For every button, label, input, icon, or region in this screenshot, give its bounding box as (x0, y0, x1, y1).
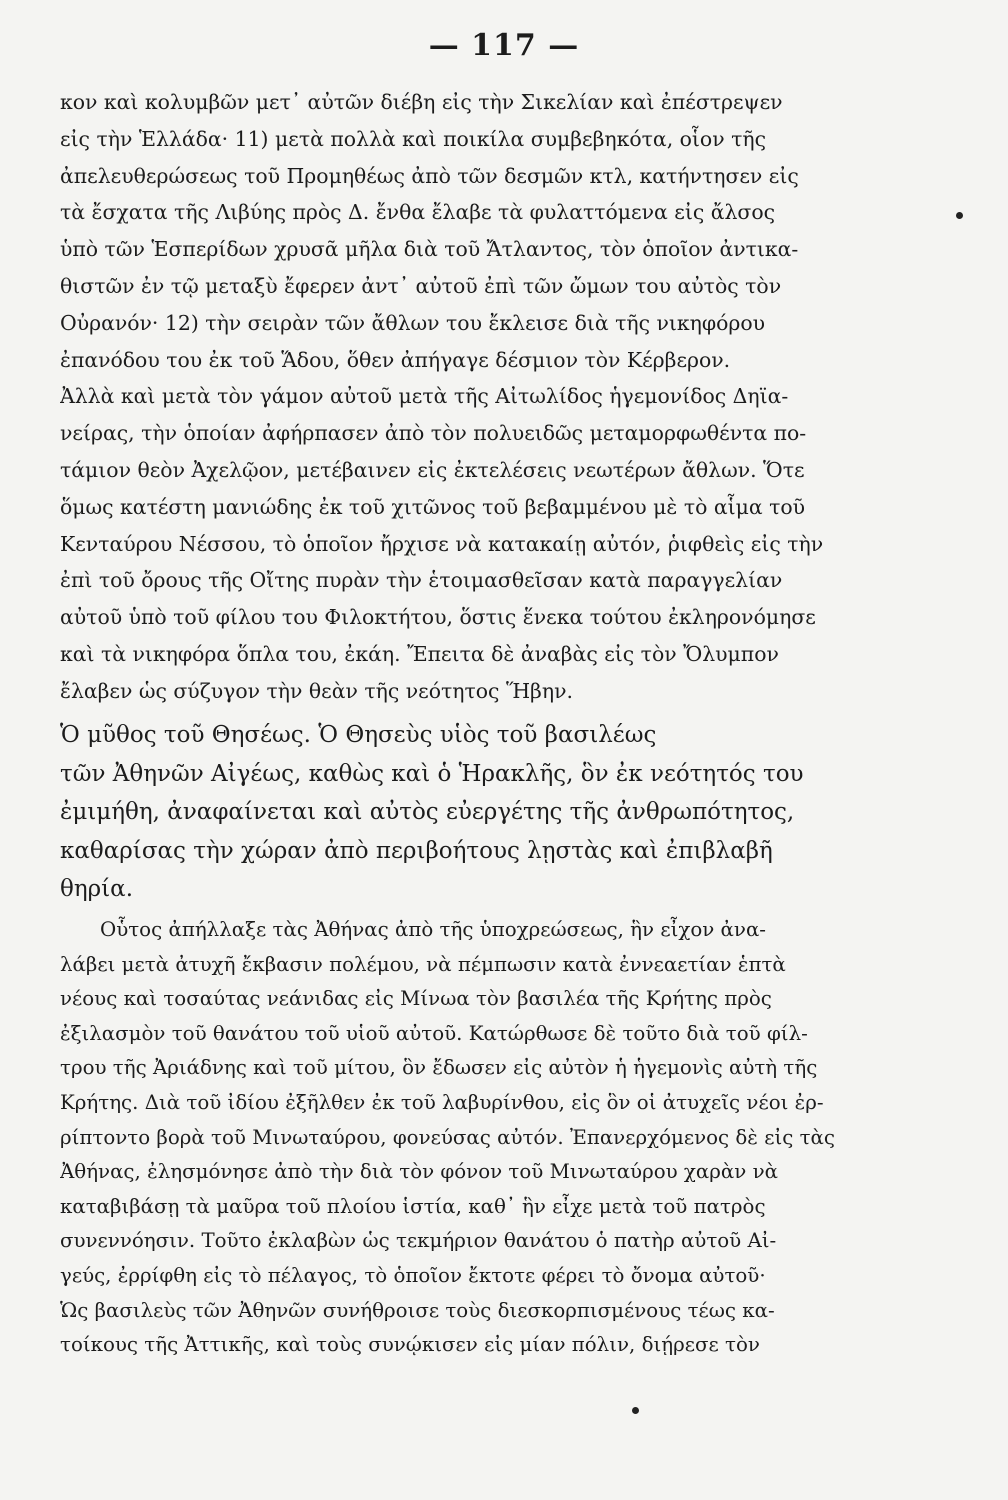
text-line: τρου τῆς Ἀριάδνης καὶ τοῦ μίτου, ὃν ἔδωσεν εἰς αὐτὸν ἡ ἡγεμονὶς αὐτὴ τῆς (60, 1056, 818, 1080)
text-line: Ἀθήνας, ἐλησμόνησε ἀπὸ τὴν διὰ τὸν φόνον τοῦ Μινωταύρου χαρὰν νὰ (60, 1160, 778, 1184)
text-line: ὅμως κατέστη μανιώδης ἐκ τοῦ χιτῶνος τοῦ βεβαμμένου μὲ τὸ αἷμα τοῦ (60, 494, 806, 519)
text-line: αὐτοῦ ὑπὸ τοῦ φίλου του Φιλοκτήτου, ὅστις ἕνεκα τούτου ἐκληρονόμησε (60, 605, 816, 630)
text-line: τῶν Ἀθηνῶν Αἰγέως, καθὼς καὶ ὁ Ἡρακλῆς, ὃν ἐκ νεότητός του (60, 760, 804, 787)
ink-speck (956, 212, 963, 219)
text-line: εἰς τὴν Ἑλλάδα· 11) μετὰ πολλὰ καὶ ποικίλα συμβεβηκότα, οἷον τῆς (60, 126, 766, 151)
text-line-content: Οὗτος ἀπήλλαξε τὰς Ἀθήνας ἀπὸ τῆς ὑποχρεώσεως, ἣν εἶχον ἀνα- (100, 918, 766, 941)
text-line: κον καὶ κολυμβῶν μετ᾽ αὐτῶν διέβη εἰς τὴν Σικελίαν καὶ ἐπέστρεψεν (60, 90, 783, 114)
text-line (60, 913, 945, 948)
text-line: καθαρίσας τὴν χώραν ἀπὸ περιβοήτους λῃστὰς καὶ ἐπιβλαβῆ (60, 837, 773, 864)
text-line: ὑπὸ τῶν Ἑσπερίδων χρυσᾶ μῆλα διὰ τοῦ Ἄτλαντος, τὸν ὁποῖον ἀντικα- (60, 237, 799, 262)
ink-speck (632, 1407, 639, 1414)
text-line: καὶ τὰ νικηφόρα ὅπλα του, ἐκάη. Ἔπειτα δὲ ἀναβὰς εἰς τὸν Ὄλυμπον (60, 641, 779, 666)
text-line: τὰ ἔσχατα τῆς Λιβύης πρὸς Δ. ἔνθα ἔλαβε τὰ φυλαττόμενα εἰς ἄλσος (60, 200, 776, 225)
text-line: ἐπὶ τοῦ ὄρους τῆς Οἴτης πυρὰν τὴν ἑτοιμασθεῖσαν κατὰ παραγγελίαν (60, 568, 783, 593)
page-number-header: — 117 — (428, 28, 580, 63)
text-line: ἀπελευθερώσεως τοῦ Προμηθέως ἀπὸ τῶν δεσμῶν κτλ, κατήντησεν εἰς (60, 163, 799, 188)
text-line: ρίπτοντο βορὰ τοῦ Μινωταύρου, φονεύσας αὐτόν. Ἐπανερχόμενος δὲ εἰς τὰς (60, 1125, 835, 1149)
text-line: Ἀλλὰ καὶ μετὰ τὸν γάμον αὐτοῦ μετὰ τῆς Αἰτωλίδος ἡγεμονίδος Δηϊα- (60, 384, 789, 409)
text-line: ἐμιμήθη, ἀναφαίνεται καὶ αὐτὸς εὐεργέτης τῆς ἀνθρωπότητος, (60, 799, 795, 825)
text-line: Κενταύρου Νέσσου, τὸ ὁποῖον ἤρχισε νὰ κατακαίῃ αὐτόν, ῥιφθεὶς εἰς τὴν (60, 531, 824, 556)
section-heading-line: Ὁ μῦθος τοῦ Θησέως. Ὁ Θησεὺς υἱὸς τοῦ βασιλέως (60, 722, 657, 748)
text-line: ἔλαβεν ὡς σύζυγον τὴν θεὰν τῆς νεότητος Ἥβην. (60, 678, 573, 703)
text-line: θηρία. (60, 876, 134, 902)
text-line: νείρας, τὴν ὁποίαν ἀφήρπασεν ἀπὸ τὸν πολυειδῶς μεταμορφωθέντα πο- (60, 421, 807, 446)
text-line: καταβιβάσῃ τὰ μαῦρα τοῦ πλοίου ἱστία, καθ᾽ ἣν εἶχε μετὰ τοῦ πατρὸς (60, 1194, 766, 1218)
text-line: Κρήτης. Διὰ τοῦ ἰδίου ἐξῆλθεν ἐκ τοῦ λαβυρίνθου, εἰς ὃν οἱ ἀτυχεῖς νέοι ἐρ- (60, 1090, 824, 1114)
text-line: ἐπανόδου του ἐκ τοῦ Ἅδου, ὅθεν ἀπήγαγε δέσμιον τὸν Κέρβερον. (60, 347, 731, 372)
text-line: νέους καὶ τοσαύτας νεάνιδας εἰς Μίνωα τὸν βασιλέα τῆς Κρήτης πρὸς (60, 987, 772, 1011)
text-line: συνεννόησιν. Τοῦτο ἐκλαβὼν ὡς τεκμήριον θανάτου ὁ πατὴρ αὐτοῦ Αἰ- (60, 1229, 777, 1253)
text-line: λάβει μετὰ ἀτυχῆ ἔκβασιν πολέμου, νὰ πέμπωσιν κατὰ ἐννεαετίαν ἑπτὰ (60, 952, 786, 976)
text-line: Οὐρανόν· 12) τὴν σειρὰν τῶν ἄθλων του ἔκλεισε διὰ τῆς νικηφόρου (60, 310, 766, 335)
paragraph-theseus-deeds (60, 913, 945, 1363)
text-line: τοίκους τῆς Ἀττικῆς, καὶ τοὺς συνῴκισεν εἰς μίαν πόλιν, διῄρεσε τὸν (60, 1333, 760, 1357)
paragraph-heracles (60, 84, 945, 710)
text-line: γεύς, ἐρρίφθη εἰς τὸ πέλαγος, τὸ ὁποῖον ἔκτοτε φέρει τὸ ὄνομα αὐτοῦ· (60, 1263, 766, 1287)
text-line: Ὡς βασιλεὺς τῶν Ἀθηνῶν συνήθροισε τοὺς διεσκορπισμένους τέως κα- (60, 1298, 775, 1322)
text-line: τάμιον θεὸν Ἀχελῷον, μετέβαινεν εἰς ἐκτελέσεις νεωτέρων ἄθλων. Ὅτε (60, 457, 805, 482)
text-line: θιστῶν ἐν τῷ μεταξὺ ἔφερεν ἀντ᾽ αὐτοῦ ἐπὶ τῶν ὤμων του αὐτὸς τὸν (60, 273, 782, 298)
paragraph-theseus-intro (60, 716, 945, 909)
text-line: ἐξιλασμὸν τοῦ θανάτου τοῦ υἱοῦ αὐτοῦ. Κατώρθωσε δὲ τοῦτο διὰ τοῦ φίλ- (60, 1021, 808, 1045)
